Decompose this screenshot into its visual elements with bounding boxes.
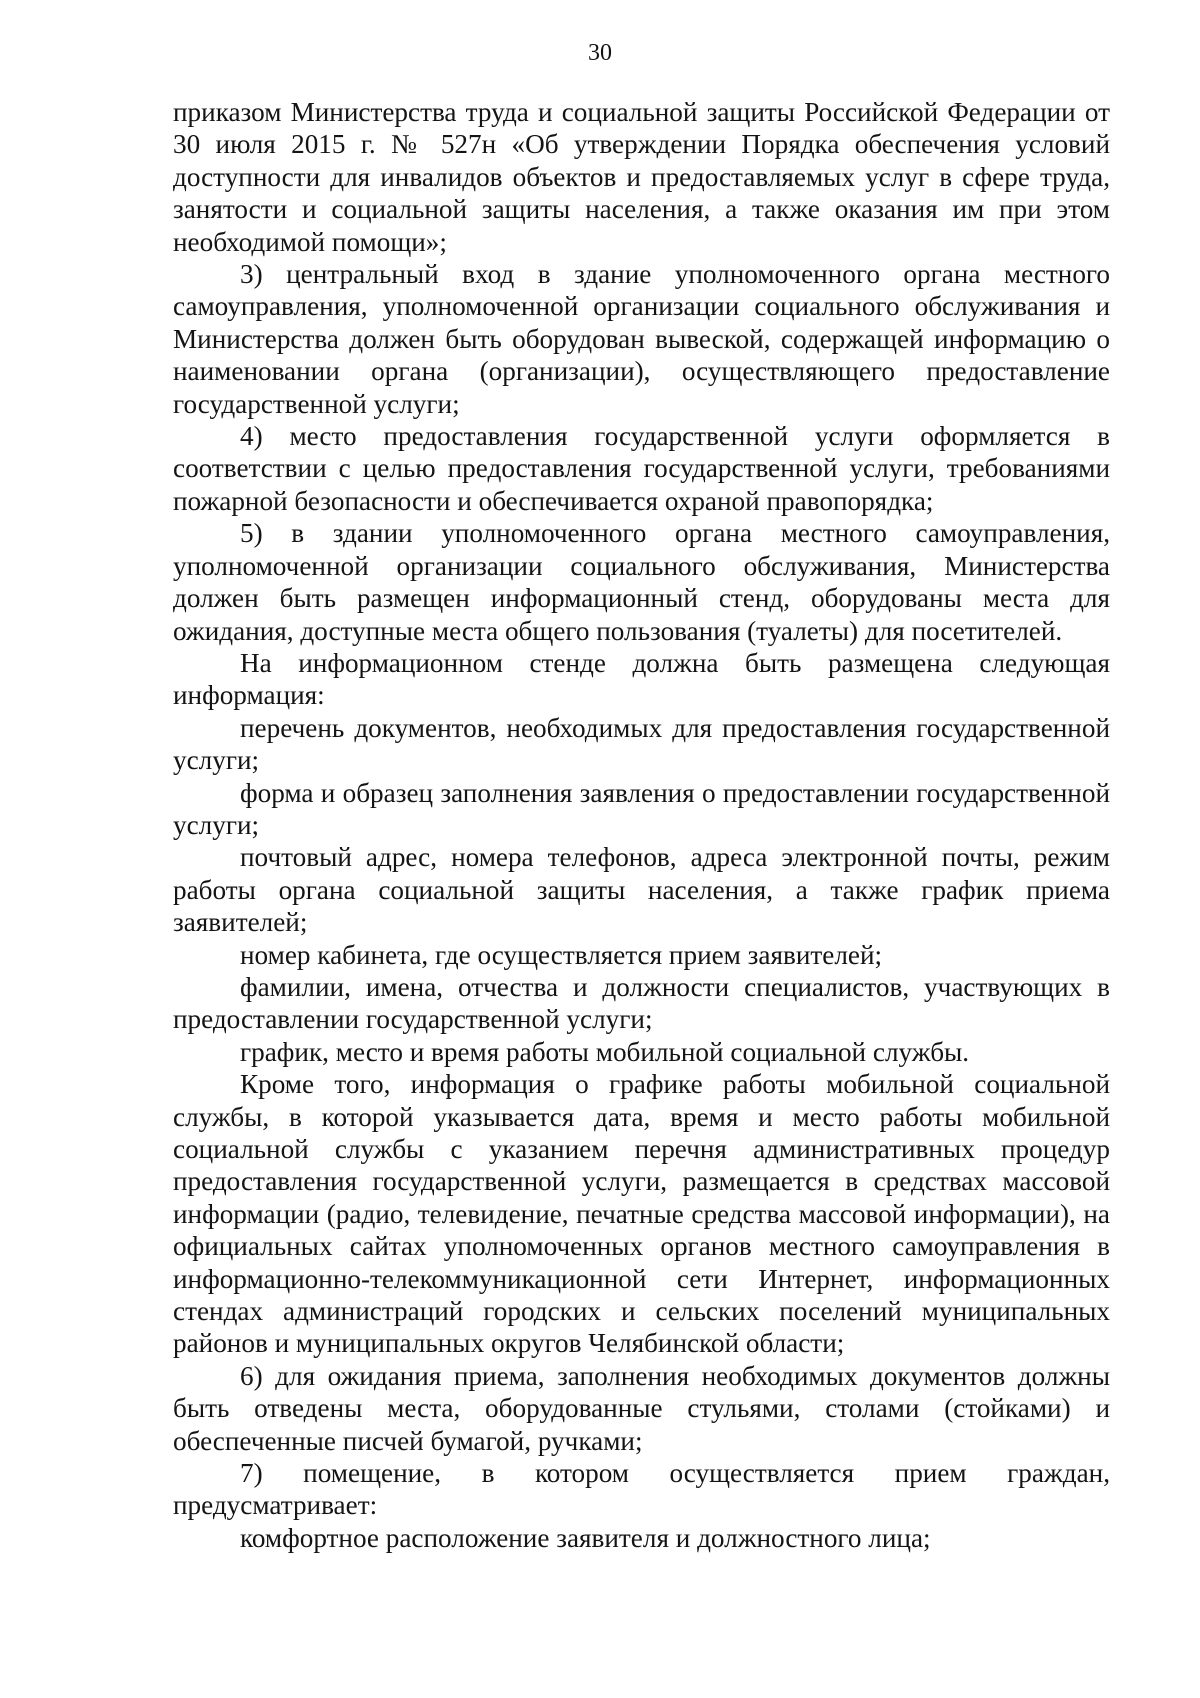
paragraph: график, место и время работы мобильной социальной службы.	[240, 1036, 970, 1067]
paragraph: комфортное расположение заявителя и должностного лица;	[240, 1522, 931, 1553]
page-number: 30	[588, 40, 612, 66]
paragraph: На информационном стенде должна быть размещена следующая информация:	[173, 647, 1110, 711]
paragraph: перечень документов, необходимых для предоставления государственной услуги;	[173, 712, 1110, 776]
paragraph: почтовый адрес, номера телефонов, адреса электронной почты, режим работы органа социальной защиты населения, а также график приема заявителей;	[173, 842, 1110, 938]
paragraph: номер кабинета, где осуществляется прием заявителей;	[240, 939, 883, 970]
paragraph: форма и образец заполнения заявления о предоставлении государственной услуги;	[173, 777, 1110, 840]
paragraph: 5) в здании уполномоченного органа местного самоуправления, уполномоченной организации социального обслуживания, Министерства должен быть размещен информационный стенд, оборудованы места для ожидания, доступные места общего пользования (туалеты) для посетителей.	[173, 518, 1110, 646]
paragraph: 7) помещение, в котором осуществляется прием граждан, предусматривает:	[173, 1458, 1110, 1521]
paragraph: 3) центральный вход в здание уполномоченного органа местного самоуправления, уполномоченной организации социального обслуживания и Министерства должен быть оборудован вывеской, содержащей информацию о наименовании органа (организации), осуществляющего предоставление государственной услуги;	[173, 259, 1110, 419]
document-body	[173, 96, 1110, 1554]
paragraph: Кроме того, информация о графике работы мобильной социальной службы, в которой указывается дата, время и место работы мобильной социальной службы с указанием перечня административных процедур предоставления государственной услуги, размещается в средствах массовой информации (радио, телевидение, печатные средства массовой информации), на официальных сайтах уполномоченных органов местного самоуправления в информационно-телекоммуникационной сети Интернет, информационных стендах администраций городских и сельских поселений муниципальных районов и муниципальных округов Челябинской области;	[173, 1069, 1110, 1359]
paragraph: фамилии, имена, отчества и должности специалистов, участвующих в предоставлении государственной услуги;	[173, 971, 1110, 1035]
paragraph: приказом Министерства труда и социальной защиты Российской Федерации от 30 июля 2015 г. № 527н «Об утверждении Порядка обеспечения условий доступности для инвалидов объектов и предоставляемых услуг в сфере труда, занятости и социальной защиты населения, а также оказания им при этом необходимой помощи»;	[173, 97, 1110, 257]
paragraph: 4) место предоставления государственной услуги оформляется в соответствии с целью предоставления государственной услуги, требованиями пожарной безопасности и обеспечивается охраной правопорядка;	[173, 421, 1110, 516]
paragraph: 6) для ожидания приема, заполнения необходимых документов должны быть отведены места, оборудованные стульями, столами (стойками) и обеспеченные писчей бумагой, ручками;	[173, 1360, 1110, 1456]
